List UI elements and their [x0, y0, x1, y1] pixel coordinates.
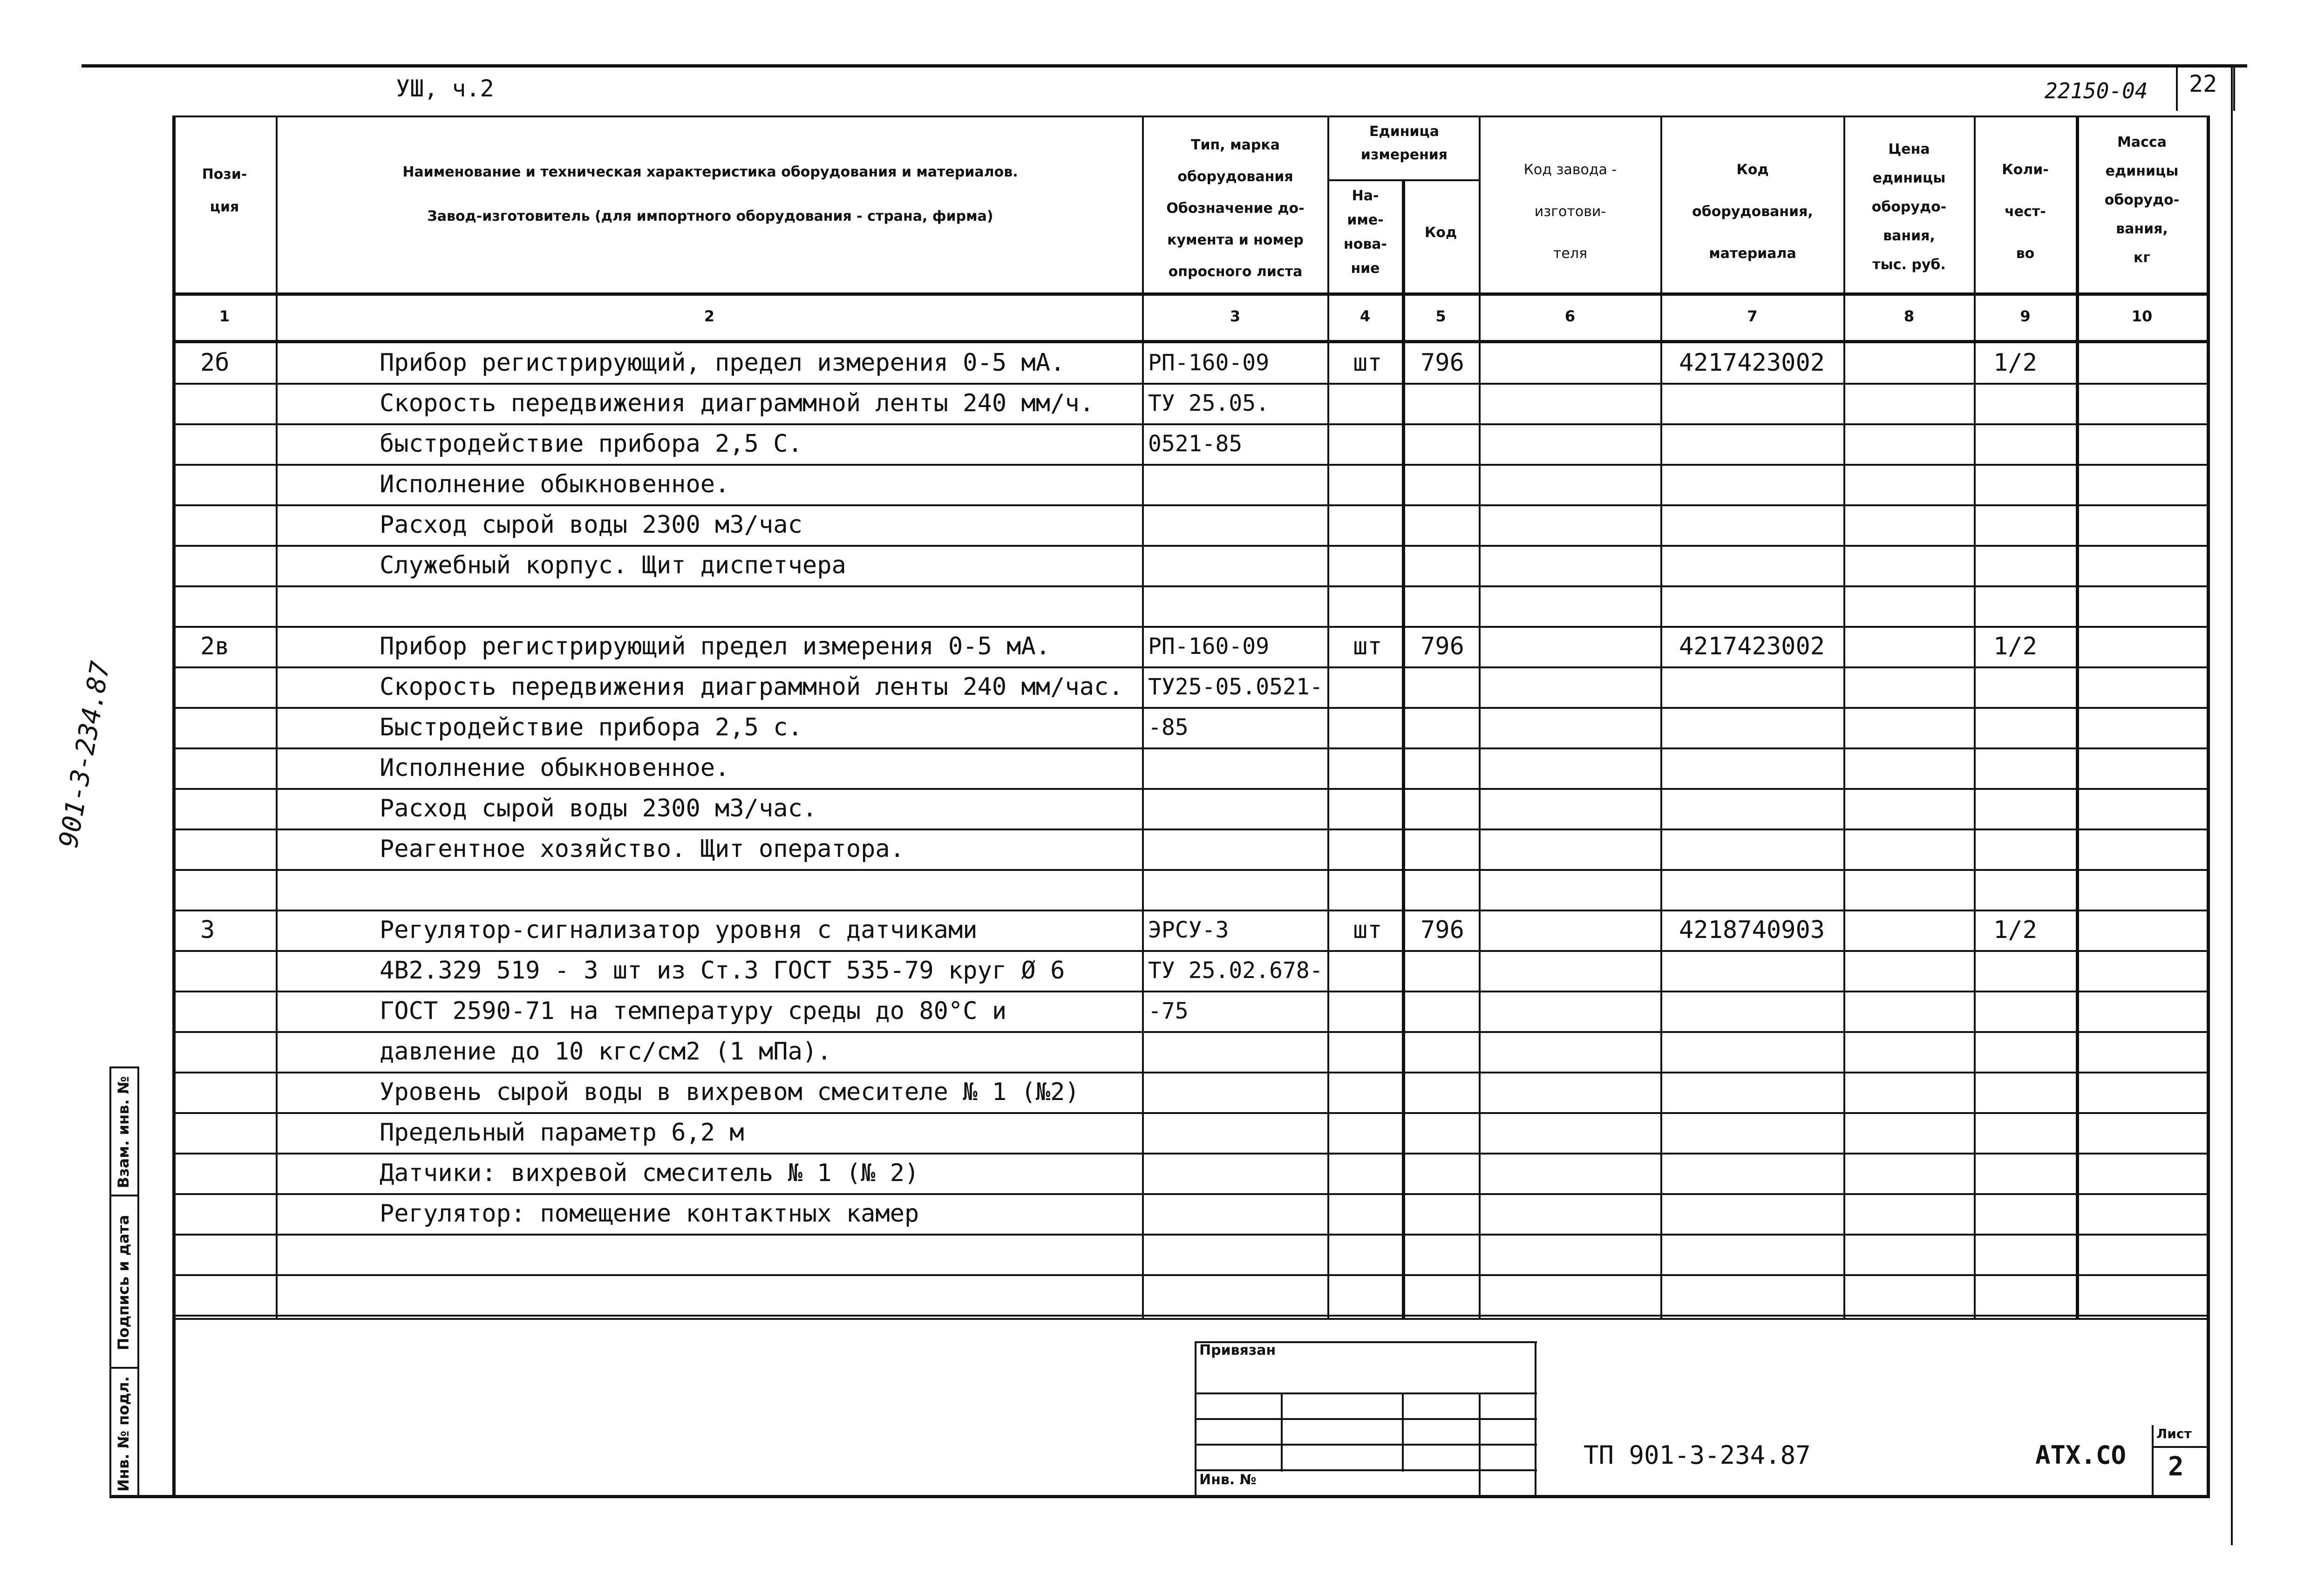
row-divider [172, 829, 2208, 830]
col-header-unit-name: На- име- нова- ние [1343, 188, 1387, 277]
stamp-label-inv-original: Инв. № подл. [115, 1376, 132, 1492]
col-header-price: Цена единицы оборудо- вания, тыс. руб. [1871, 141, 1947, 273]
col-header-type: Тип, марка оборудования Обозначение до- кумента и номер опросного листа [1166, 137, 1305, 280]
row-item-name: Регулятор: помещение контактных камер [380, 1200, 919, 1228]
row-divider [172, 707, 2208, 709]
row-divider [172, 1031, 2208, 1033]
row-type-doc: -85 [1148, 714, 1189, 740]
row-divider [172, 747, 2208, 749]
document-code: ТП 901-3-234.87 [1584, 1440, 1811, 1470]
row-equipment-code: 4218740903 [1679, 916, 1825, 944]
row-equipment-code: 4217423002 [1679, 632, 1825, 660]
row-divider [172, 545, 2208, 547]
row-unit-code: 796 [1421, 916, 1464, 944]
col-header-unit-code: Код [1424, 224, 1457, 241]
col-number: 10 [2131, 307, 2153, 325]
row-item-name: Исполнение обыкновенное. [380, 470, 730, 498]
row-quantity: 1/2 [1993, 916, 2037, 944]
row-divider [172, 383, 2208, 385]
row-divider [172, 1112, 2208, 1114]
row-unit-name: шт [1353, 349, 1382, 377]
col-number: 5 [1435, 307, 1446, 325]
row-type-doc: РП-160-09 [1148, 350, 1270, 376]
row-type-doc: ТУ 25.02.678- [1148, 958, 1323, 984]
row-item-name: Скорость передвижения диаграммной ленты 240 мм/час. [380, 673, 1123, 701]
row-divider [172, 788, 2208, 790]
row-divider [172, 991, 2208, 992]
row-item-name: быстродействие прибора 2,5 С. [380, 430, 802, 458]
row-divider [172, 1274, 2208, 1276]
col-number: 1 [219, 307, 230, 325]
row-item-name: Прибор регистрирующий предел измерения 0-5 мА. [380, 632, 1051, 660]
row-item-name: ГОСТ 2590-71 на температуру среды до 80°С и [380, 997, 1007, 1025]
row-position: 2в [200, 632, 230, 660]
col-header-unit: Единица измерения [1360, 123, 1448, 163]
row-divider [172, 666, 2208, 668]
col-header-position: Пози- ция [202, 166, 247, 215]
row-divider [172, 626, 2208, 628]
row-item-name: Предельный параметр 6,2 м [380, 1119, 744, 1147]
row-type-doc: -75 [1148, 998, 1189, 1024]
row-item-name: Регулятор-сигнализатор уровня с датчиками [380, 916, 978, 944]
col-header-equipment-code: Код оборудования, материала [1692, 162, 1813, 262]
row-item-name: Уровень сырой воды в вихревом смесителе № 1 (№2) [380, 1078, 1080, 1106]
row-type-doc: 0521-85 [1148, 431, 1243, 457]
row-unit-name: шт [1353, 632, 1382, 660]
row-type-doc: РП-160-09 [1148, 633, 1270, 659]
col-number: 9 [2020, 307, 2031, 325]
row-item-name: Служебный корпус. Щит диспетчера [380, 551, 846, 579]
col-number: 6 [1564, 307, 1576, 325]
row-item-name: Расход сырой воды 2300 м3/час [380, 511, 802, 539]
row-divider [172, 910, 2208, 911]
sheet-number: 2 [2168, 1452, 2184, 1482]
row-quantity: 1/2 [1993, 632, 2037, 660]
row-unit-name: шт [1353, 916, 1382, 944]
row-type-doc: ТУ25-05.0521- [1148, 674, 1323, 700]
row-unit-code: 796 [1421, 349, 1464, 377]
col-number: 2 [704, 307, 715, 325]
row-position: 2б [200, 349, 230, 377]
section-label: УШ, ч.2 [396, 75, 494, 102]
row-item-name: Реагентное хозяйство. Щит оператора. [380, 835, 905, 863]
row-item-name: 4В2.329 519 - 3 шт из Ст.3 ГОСТ 535-79 круг Ø 6 [380, 957, 1065, 985]
row-item-name: Расход сырой воды 2300 м3/час. [380, 795, 817, 822]
row-divider [172, 423, 2208, 425]
handwritten-project-number: 901-3-234.87 [53, 659, 116, 850]
row-type-doc: ТУ 25.05. [1148, 390, 1270, 416]
bound-label: Привязан [1199, 1342, 1276, 1358]
col-header-name-line2: Завод-изготовитель (для импортного оборудования - страна, фирма) [427, 208, 993, 224]
row-unit-code: 796 [1421, 632, 1464, 660]
col-number: 4 [1359, 307, 1371, 325]
col-header-factory-code: Код завода - изготови- теля [1523, 162, 1617, 262]
row-item-name: давление до 10 кгс/см2 (1 мПа). [380, 1038, 832, 1066]
col-number: 7 [1747, 307, 1758, 325]
inv-number-label: Инв. № [1199, 1472, 1257, 1488]
row-item-name: Исполнение обыкновенное. [380, 754, 730, 782]
row-divider [172, 504, 2208, 506]
row-item-name: Датчики: вихревой смеситель № 1 (№ 2) [380, 1159, 919, 1187]
page-number: 22 [2189, 70, 2217, 97]
col-number: 8 [1903, 307, 1915, 325]
row-divider [172, 869, 2208, 871]
row-position: 3 [200, 916, 215, 944]
row-divider [172, 1234, 2208, 1236]
row-quantity: 1/2 [1993, 349, 2037, 377]
row-item-name: Скорость передвижения диаграммной ленты 240 мм/ч. [380, 389, 1094, 417]
col-header-mass: Масса единицы оборудо- вания, кг [2104, 134, 2180, 266]
row-divider [172, 1315, 2208, 1317]
row-divider [172, 1153, 2208, 1155]
col-header-name-line1: Наименование и техническая характеристика оборудования и материалов. [402, 164, 1018, 180]
row-type-doc: ЭРСУ-3 [1148, 917, 1229, 943]
col-header-quantity: Коли- чест- во [2002, 162, 2049, 262]
row-divider [172, 464, 2208, 466]
stamp-label-signature-date: Подпись и дата [115, 1215, 132, 1351]
row-equipment-code: 4217423002 [1679, 349, 1825, 377]
row-divider [172, 950, 2208, 952]
handwritten-code: 22150-04 [2045, 78, 2148, 103]
row-item-name: Быстродействие прибора 2,5 с. [380, 713, 802, 741]
row-item-name: Прибор регистрирующий, предел измерения 0-5 мА. [380, 349, 1065, 377]
sheet-label: Лист [2156, 1426, 2192, 1441]
document-mark: АТХ.СО [2035, 1440, 2127, 1470]
row-divider [172, 1072, 2208, 1073]
row-divider [172, 1193, 2208, 1195]
stamp-label-replaced-inv: Взам. инв. № [115, 1076, 132, 1189]
row-divider [172, 585, 2208, 587]
col-number: 3 [1230, 307, 1241, 325]
